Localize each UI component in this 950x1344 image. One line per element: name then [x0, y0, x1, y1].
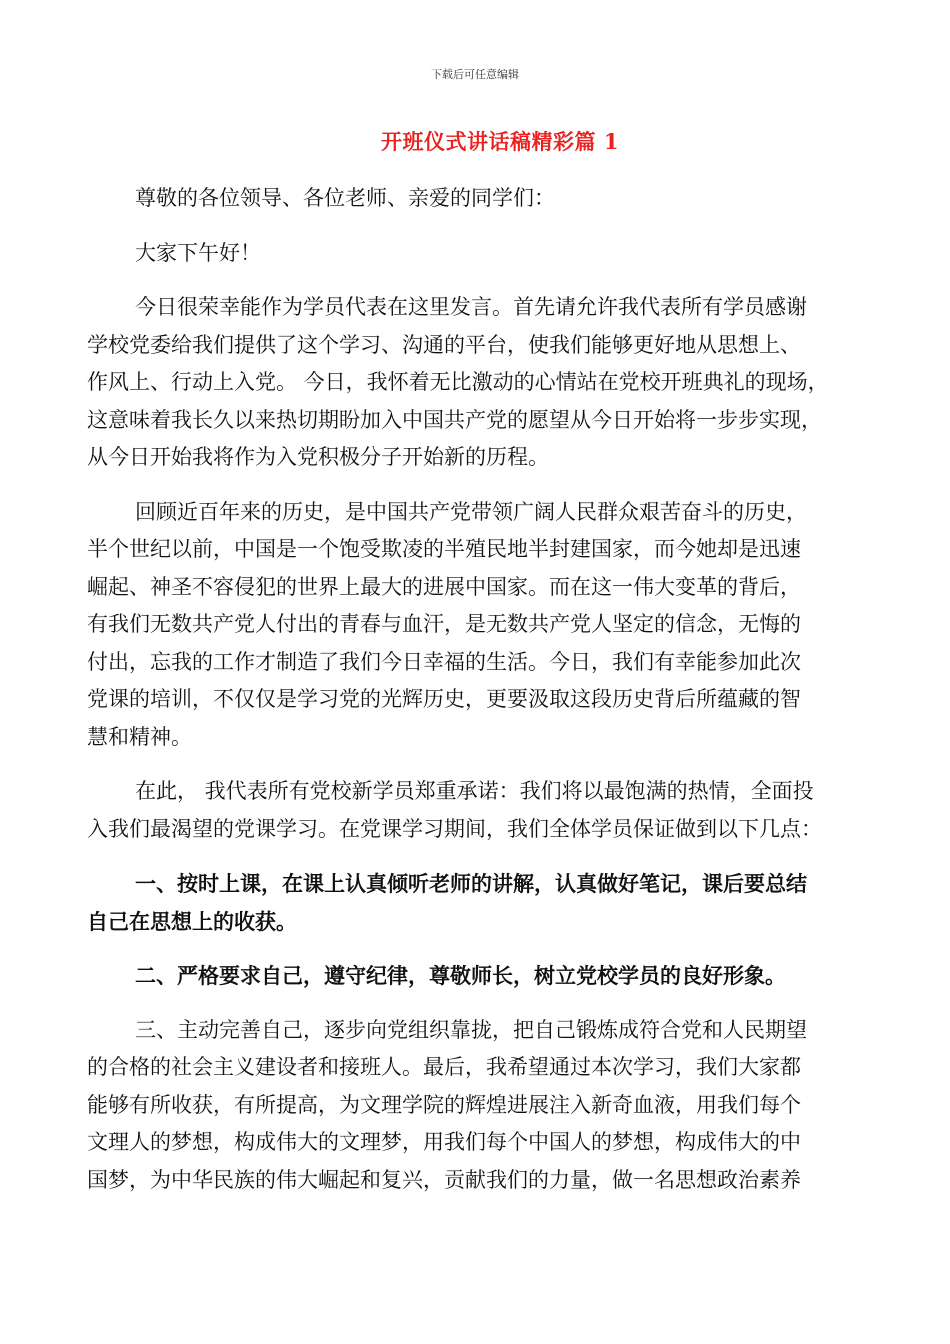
paragraph-line: 入我们最渴望的党课学习。在党课学习期间，我们全体学员保证做到以下几点：: [87, 816, 822, 841]
paragraph-line: 大家下午好！: [135, 240, 261, 265]
paragraph-line: 文理人的梦想，构成伟大的文理梦，用我们每个中国人的梦想，构成伟大的中: [87, 1130, 801, 1154]
paragraph: [87, 180, 867, 218]
paragraph-line: 付出，忘我的工作才制造了我们今日幸福的生活。今日，我们有幸能参加此次: [87, 649, 801, 674]
paragraph-line: 回顾近百年来的历史，是中国共产党带领广阔人民群众艰苦奋斗的历史，: [135, 499, 807, 524]
header-note: 下载后可任意编辑: [431, 68, 519, 81]
paragraph: [87, 289, 867, 477]
paragraph-line: 从今日开始我将作为入党积极分子开始新的历程。: [87, 445, 549, 469]
paragraph-line: 崛起、神圣不容侵犯的世界上最大的进展中国家。而在这一伟大变革的背后，: [87, 574, 801, 599]
paragraph-line: 尊敬的各位领导、各位老师、亲爱的同学们：: [135, 186, 555, 210]
paragraph-line: 有我们无数共产党人付出的青春与血汗，是无数共产党人坚定的信念，无悔的: [87, 612, 801, 636]
paragraph: [87, 494, 867, 757]
paragraph-line: 能够有所收获，有所提高，为文理学院的辉煌进展注入新奇血液，用我们每个: [87, 1092, 801, 1117]
paragraph-line: 党课的培训，不仅仅是学习党的光辉历史，更要汲取这段历史背后所蕴藏的智: [87, 687, 801, 711]
paragraph-line: 在此， 我代表所有党校新学员郑重承诺：我们将以最饱满的热情，全面投: [135, 779, 814, 803]
paragraph: [87, 773, 867, 848]
paragraph-line: 学校党委给我们提供了这个学习、沟通的平台，使我们能够更好地从思想上、: [87, 332, 801, 357]
paragraph: [87, 957, 867, 995]
paragraph-line: 慧和精神。: [87, 724, 192, 749]
document-body: [87, 180, 867, 1216]
paragraph-line: 国梦，为中华民族的伟大崛起和复兴，贡献我们的力量，做一名思想政治素养: [87, 1167, 801, 1192]
paragraph-line: 三、主动完善自己，逐步向党组织靠拢，把自己锻炼成符合党和人民期望: [135, 1017, 807, 1042]
paragraph-line: 今日很荣幸能作为学员代表在这里发言。首先请允许我代表所有学员感谢: [135, 295, 807, 319]
paragraph-line: 自己在思想上的收获。: [87, 908, 297, 934]
paragraph-line: 这意味着我长久以来热切期盼加入中国共产党的愿望从今日开始将一步步实现，: [87, 407, 822, 432]
paragraph-line: 一、按时上课，在课上认真倾听老师的讲解，认真做好笔记，课后要总结: [135, 871, 807, 896]
paragraph: [87, 865, 867, 940]
paragraph: [87, 1012, 867, 1200]
paragraph-line: 的合格的社会主义建设者和接班人。最后，我希望通过本次学习，我们大家都: [87, 1055, 801, 1079]
paragraph-line: 二、严格要求自己，遵守纪律，尊敬师长，树立党校学员的良好形象。: [135, 963, 786, 988]
paragraph-line: 作风上、行动上入党。 今日，我怀着无比激动的心情站在党校开班典礼的现场，: [87, 370, 829, 394]
paragraph: [87, 235, 867, 273]
paragraph-line: 半个世纪以前，中国是一个饱受欺凌的半殖民地半封建国家，而今她却是迅速: [87, 537, 801, 561]
document-title: 开班仪式讲话稿精彩篇 1: [381, 129, 619, 154]
